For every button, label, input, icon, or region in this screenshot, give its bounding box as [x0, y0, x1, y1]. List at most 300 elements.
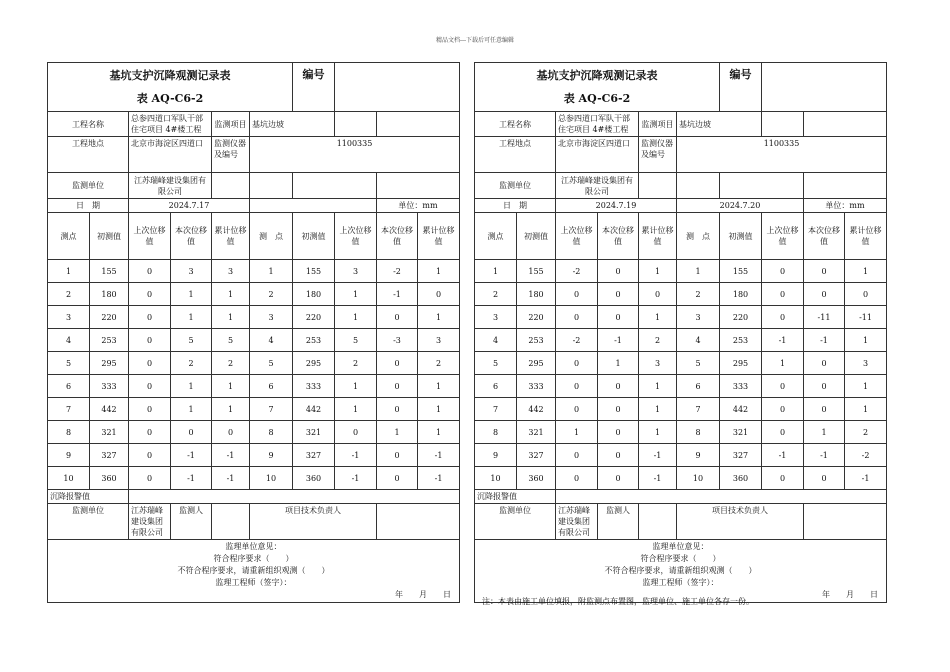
table-cell: 0 [129, 352, 171, 375]
table-row [475, 375, 887, 398]
number-field[interactable] [762, 63, 887, 112]
blank-cell [804, 112, 887, 137]
supervisor-opinion-block [475, 540, 887, 603]
table-cell: 1 [335, 283, 377, 306]
table-cell: 1 [212, 375, 250, 398]
table-cell: 1 [639, 375, 677, 398]
table-cell: 3 [418, 329, 460, 352]
column-header: 上次位移值 [335, 213, 377, 260]
monitor-unit: 江苏瑞峰建设集团有限公司 [129, 173, 212, 199]
column-header-row [475, 213, 887, 260]
table-cell: 155 [90, 260, 129, 283]
table-cell: 327 [90, 444, 129, 467]
table-cell: -1 [762, 329, 804, 352]
table-cell: 155 [720, 260, 762, 283]
table-cell: 0 [129, 329, 171, 352]
table-cell: 1 [418, 421, 460, 444]
column-header: 测 点 [250, 213, 293, 260]
table-cell: 0 [556, 306, 598, 329]
table-row [48, 444, 460, 467]
column-header: 初测值 [517, 213, 556, 260]
table-cell: 3 [475, 306, 517, 329]
column-header: 初测值 [293, 213, 335, 260]
observer-signature[interactable] [212, 504, 250, 540]
table-cell: 442 [90, 398, 129, 421]
site-label: 工程地点 [475, 137, 556, 173]
comply-option[interactable]: 符合程序要求（ ） [213, 554, 294, 563]
instrument-number: 1100335 [250, 137, 460, 173]
table-cell: 8 [475, 421, 517, 444]
table-cell: 1 [845, 375, 887, 398]
site: 北京市海淀区四道口 [129, 137, 212, 173]
site-label: 工程地点 [48, 137, 129, 173]
table-cell: 295 [90, 352, 129, 375]
table-cell: 0 [598, 283, 639, 306]
table-cell: 0 [556, 375, 598, 398]
table-cell: 6 [677, 375, 720, 398]
tech-lead-label: 项目技术负责人 [250, 504, 377, 540]
table-cell: 0 [598, 375, 639, 398]
number-field[interactable] [335, 63, 460, 112]
table-cell: 0 [845, 283, 887, 306]
table-cell: 3 [48, 306, 90, 329]
table-cell: 0 [762, 260, 804, 283]
table-cell: 1 [335, 306, 377, 329]
table-cell: 1 [250, 260, 293, 283]
table-cell: 3 [250, 306, 293, 329]
sign-unit: 江苏瑞峰建设集团有限公司 [556, 504, 598, 540]
number-label: 编号 [720, 63, 762, 112]
form-code: 表 AQ-C6-2 [563, 92, 631, 105]
blank-cell [335, 112, 377, 137]
table-cell: 155 [293, 260, 335, 283]
table-cell: 3 [845, 352, 887, 375]
form-title-cell [48, 63, 293, 112]
table-cell: -1 [639, 467, 677, 490]
table-cell: 333 [720, 375, 762, 398]
table-cell: 155 [517, 260, 556, 283]
table-cell: 0 [129, 283, 171, 306]
table-cell: 442 [720, 398, 762, 421]
table-row [48, 375, 460, 398]
table-cell: 0 [377, 352, 418, 375]
table-cell: 0 [377, 398, 418, 421]
table-cell: 0 [804, 352, 845, 375]
table-cell: 7 [677, 398, 720, 421]
number-label: 编号 [293, 63, 335, 112]
table-cell: -1 [598, 329, 639, 352]
table-cell: 1 [212, 306, 250, 329]
table-cell: 5 [48, 352, 90, 375]
table-cell: 0 [377, 375, 418, 398]
column-header: 初测值 [720, 213, 762, 260]
column-header: 上次位移值 [762, 213, 804, 260]
table-cell: 7 [48, 398, 90, 421]
table-cell: 220 [517, 306, 556, 329]
column-header: 测 点 [677, 213, 720, 260]
monitor-unit: 江苏瑞峰建设集团有限公司 [556, 173, 639, 199]
table-cell: 0 [171, 421, 212, 444]
table-cell: 253 [90, 329, 129, 352]
table-cell: 180 [720, 283, 762, 306]
table-cell: 0 [556, 444, 598, 467]
table-cell: -2 [377, 260, 418, 283]
project-name-label: 工程名称 [475, 112, 556, 137]
table-cell: 442 [293, 398, 335, 421]
table-cell: 0 [804, 260, 845, 283]
table-cell: 0 [598, 467, 639, 490]
table-cell: 2 [845, 421, 887, 444]
table-cell: 0 [598, 306, 639, 329]
record-sheet-right [474, 62, 886, 603]
table-cell: -1 [639, 444, 677, 467]
table-cell: -1 [804, 329, 845, 352]
table-cell: 5 [171, 329, 212, 352]
table-cell: 4 [250, 329, 293, 352]
monitor-unit-label: 监测单位 [475, 173, 556, 199]
form-code: 表 AQ-C6-2 [136, 92, 204, 105]
sign-date: 年 月 日 [395, 590, 452, 599]
table-cell: 2 [48, 283, 90, 306]
table-row [48, 398, 460, 421]
table-cell: 220 [293, 306, 335, 329]
table-cell: 3 [212, 260, 250, 283]
table-cell: 295 [720, 352, 762, 375]
instrument-label: 监测仪器及编号 [212, 137, 250, 173]
table-cell: -2 [556, 329, 598, 352]
data-rows [48, 260, 460, 490]
table-cell: -11 [845, 306, 887, 329]
table-cell: 327 [720, 444, 762, 467]
alarm-value-label: 沉降报警值 [475, 490, 556, 504]
table-cell: 220 [720, 306, 762, 329]
column-header: 测点 [48, 213, 90, 260]
table-cell: 0 [762, 375, 804, 398]
table-cell: 9 [475, 444, 517, 467]
tech-lead-signature[interactable] [804, 504, 887, 540]
table-cell: 0 [377, 306, 418, 329]
table-cell: 2 [677, 283, 720, 306]
site: 北京市海淀区四道口 [556, 137, 639, 173]
table-cell: 8 [677, 421, 720, 444]
column-header: 累计位移值 [212, 213, 250, 260]
table-cell: -1 [212, 444, 250, 467]
table-cell: 220 [90, 306, 129, 329]
column-header-row [48, 213, 460, 260]
table-cell: 321 [517, 421, 556, 444]
date-first: 2024.7.17 [129, 199, 250, 213]
table-cell: 1 [845, 398, 887, 421]
project-name: 总参四道口军队干部住宅项目 4#楼工程 [129, 112, 212, 137]
table-cell: 3 [335, 260, 377, 283]
table-cell: 0 [556, 283, 598, 306]
table-cell: 0 [418, 283, 460, 306]
table-cell: 2 [171, 352, 212, 375]
observer-signature[interactable] [639, 504, 677, 540]
table-row [48, 421, 460, 444]
table-cell: -1 [212, 467, 250, 490]
table-cell: 1 [804, 421, 845, 444]
table-cell: 0 [129, 306, 171, 329]
table-cell: -2 [845, 444, 887, 467]
table-cell: -1 [171, 467, 212, 490]
table-cell: 0 [762, 306, 804, 329]
table-cell: 5 [677, 352, 720, 375]
column-header: 上次位移值 [556, 213, 598, 260]
blank-cell [762, 112, 804, 137]
table-cell: 327 [293, 444, 335, 467]
table-cell: 6 [475, 375, 517, 398]
table-cell: 1 [171, 375, 212, 398]
table-cell: 0 [129, 398, 171, 421]
blank-cell [377, 112, 460, 137]
column-header: 测点 [475, 213, 517, 260]
table-cell: 0 [762, 283, 804, 306]
record-sheet-left [47, 62, 459, 603]
blank-cell [250, 173, 293, 199]
unit-mm: 单位：mm [804, 199, 887, 213]
project-name-label: 工程名称 [48, 112, 129, 137]
table-cell: -1 [845, 467, 887, 490]
table-cell: 10 [48, 467, 90, 490]
date-second [250, 199, 377, 213]
table-cell: 5 [335, 329, 377, 352]
unit-mm: 单位：mm [377, 199, 460, 213]
table-cell: 1 [677, 260, 720, 283]
column-header: 累计位移值 [418, 213, 460, 260]
table-cell: 0 [129, 260, 171, 283]
table-cell: 0 [804, 467, 845, 490]
observation-record-table [47, 62, 460, 603]
sign-unit: 江苏瑞峰建设集团有限公司 [129, 504, 171, 540]
table-cell: 0 [762, 398, 804, 421]
table-cell: 0 [129, 444, 171, 467]
table-cell: 1 [556, 421, 598, 444]
table-cell: 1 [845, 260, 887, 283]
instrument-number: 1100335 [677, 137, 887, 173]
table-row [48, 306, 460, 329]
column-header: 初测值 [90, 213, 129, 260]
tech-lead-signature[interactable] [377, 504, 460, 540]
table-cell: 6 [48, 375, 90, 398]
table-cell: 360 [90, 467, 129, 490]
table-cell: 10 [475, 467, 517, 490]
table-cell: 10 [677, 467, 720, 490]
table-cell: 0 [335, 421, 377, 444]
comply-option[interactable]: 符合程序要求（ ） [640, 554, 721, 563]
table-cell: 180 [517, 283, 556, 306]
table-row [475, 352, 887, 375]
monitor-unit-label: 监测单位 [48, 173, 129, 199]
table-row [475, 329, 887, 352]
date-first: 2024.7.19 [556, 199, 677, 213]
tech-lead-label: 项目技术负责人 [677, 504, 804, 540]
blank-cell [677, 173, 720, 199]
date-second: 2024.7.20 [677, 199, 804, 213]
table-cell: 360 [517, 467, 556, 490]
table-cell: 253 [720, 329, 762, 352]
column-header: 上次位移值 [129, 213, 171, 260]
table-cell: 0 [598, 398, 639, 421]
column-header: 累计位移值 [639, 213, 677, 260]
table-cell: 442 [517, 398, 556, 421]
table-row [475, 421, 887, 444]
table-cell: 0 [556, 398, 598, 421]
table-cell: 1 [418, 306, 460, 329]
not-comply-option[interactable]: 不符合程序要求，请重新组织观测（ ） [177, 566, 330, 575]
table-cell: 1 [639, 260, 677, 283]
table-cell: 2 [639, 329, 677, 352]
table-cell: 8 [250, 421, 293, 444]
table-cell: -1 [804, 444, 845, 467]
table-cell: 6 [250, 375, 293, 398]
project-name: 总参四道口军队干部住宅项目 4#楼工程 [556, 112, 639, 137]
column-header: 本次位移值 [171, 213, 212, 260]
blank-cell [212, 173, 250, 199]
not-comply-option[interactable]: 不符合程序要求，请重新组织观测（ ） [604, 566, 757, 575]
table-cell: 0 [377, 444, 418, 467]
column-header: 本次位移值 [804, 213, 845, 260]
table-cell: 0 [129, 467, 171, 490]
observer-label: 监测人 [171, 504, 212, 540]
table-cell: -1 [335, 444, 377, 467]
column-header: 本次位移值 [598, 213, 639, 260]
sign-unit-label: 监测单位 [48, 504, 129, 540]
table-cell: 333 [293, 375, 335, 398]
table-cell: -1 [377, 283, 418, 306]
engineer-signature-label: 监理工程师（签字）： [642, 578, 719, 587]
table-cell: 3 [639, 352, 677, 375]
form-title: 基坑支护沉降观测记录表 [109, 69, 231, 82]
table-cell: 7 [250, 398, 293, 421]
table-cell: -3 [377, 329, 418, 352]
table-cell: 10 [250, 467, 293, 490]
table-cell: 0 [377, 467, 418, 490]
data-rows [475, 260, 887, 490]
blank-cell [639, 173, 677, 199]
table-cell: 5 [212, 329, 250, 352]
observation-record-table [474, 62, 887, 603]
table-cell: 0 [556, 352, 598, 375]
table-cell: -11 [804, 306, 845, 329]
table-cell: 0 [598, 444, 639, 467]
sign-date: 年 月 日 [822, 590, 879, 599]
table-cell: -1 [418, 467, 460, 490]
table-cell: 2 [475, 283, 517, 306]
supervisor-opinion-title: 监理单位意见： [225, 542, 282, 551]
observer-label: 监测人 [598, 504, 639, 540]
table-cell: 3 [677, 306, 720, 329]
table-cell: 1 [598, 352, 639, 375]
table-cell: 1 [845, 329, 887, 352]
table-cell: -1 [335, 467, 377, 490]
table-cell: 253 [293, 329, 335, 352]
table-cell: -2 [556, 260, 598, 283]
table-cell: 5 [250, 352, 293, 375]
table-cell: 3 [171, 260, 212, 283]
table-cell: 1 [171, 398, 212, 421]
table-cell: 0 [762, 467, 804, 490]
table-cell: 1 [418, 375, 460, 398]
table-cell: 0 [129, 421, 171, 444]
table-cell: 4 [677, 329, 720, 352]
table-row [475, 398, 887, 421]
table-cell: 1 [762, 352, 804, 375]
form-title: 基坑支护沉降观测记录表 [536, 69, 658, 82]
table-cell: -1 [418, 444, 460, 467]
instrument-label: 监测仪器及编号 [639, 137, 677, 173]
table-cell: 327 [517, 444, 556, 467]
monitor-item-label: 监测项目 [639, 112, 677, 137]
sign-unit-label: 监测单位 [475, 504, 556, 540]
table-cell: 0 [129, 375, 171, 398]
table-cell: 0 [762, 421, 804, 444]
table-cell: 0 [598, 421, 639, 444]
table-cell: 1 [335, 375, 377, 398]
table-cell: 1 [639, 398, 677, 421]
table-cell: 7 [475, 398, 517, 421]
table-cell: 333 [90, 375, 129, 398]
table-cell: 0 [556, 467, 598, 490]
column-header: 本次位移值 [377, 213, 418, 260]
table-cell: 1 [418, 260, 460, 283]
table-cell: 9 [677, 444, 720, 467]
table-row [475, 260, 887, 283]
table-cell: 2 [418, 352, 460, 375]
column-header: 累计位移值 [845, 213, 887, 260]
table-cell: 295 [517, 352, 556, 375]
alarm-value [129, 490, 460, 504]
blank-cell [804, 173, 887, 199]
table-row [48, 329, 460, 352]
table-cell: -1 [762, 444, 804, 467]
date-label: 日 期 [48, 199, 129, 213]
monitor-item-label: 监测项目 [212, 112, 250, 137]
table-cell: 360 [720, 467, 762, 490]
table-cell: 1 [639, 421, 677, 444]
table-cell: 0 [804, 283, 845, 306]
table-cell: 295 [293, 352, 335, 375]
table-cell: 1 [212, 398, 250, 421]
table-cell: 180 [293, 283, 335, 306]
page-header-note: 精品文档---下载后可任意编辑 [435, 37, 515, 44]
table-cell: 4 [475, 329, 517, 352]
table-cell: 0 [212, 421, 250, 444]
table-cell: 0 [804, 398, 845, 421]
table-cell: 180 [90, 283, 129, 306]
table-cell: 321 [293, 421, 335, 444]
table-row [475, 283, 887, 306]
table-cell: 1 [377, 421, 418, 444]
table-row [475, 444, 887, 467]
table-row [48, 260, 460, 283]
alarm-value [556, 490, 887, 504]
table-cell: 5 [475, 352, 517, 375]
table-cell: 0 [598, 260, 639, 283]
table-cell: 253 [517, 329, 556, 352]
table-cell: 360 [293, 467, 335, 490]
table-row [48, 283, 460, 306]
table-cell: 0 [804, 375, 845, 398]
table-cell: 1 [171, 283, 212, 306]
table-cell: 4 [48, 329, 90, 352]
table-cell: 1 [475, 260, 517, 283]
table-cell: 321 [720, 421, 762, 444]
supervisor-opinion-title: 监理单位意见： [652, 542, 709, 551]
table-row [475, 306, 887, 329]
table-cell: 8 [48, 421, 90, 444]
table-cell: 1 [48, 260, 90, 283]
